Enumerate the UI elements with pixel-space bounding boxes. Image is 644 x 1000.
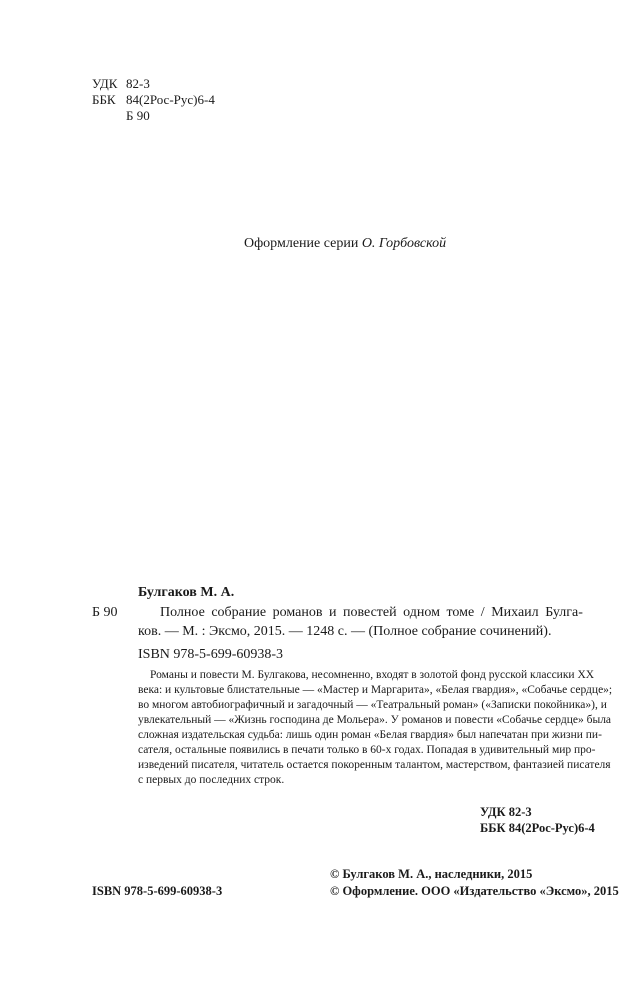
bib-word: одном: [403, 605, 440, 620]
copyright-design: © Оформление. ООО «Издательство «Эксмо», 2015: [330, 884, 619, 898]
bib-title-line: [160, 604, 583, 621]
annotation-line: изведений писателя, читатель остается покоренным талантом, мастерством, фантазией писателя: [138, 759, 611, 771]
bib-word: собрание: [211, 605, 267, 620]
footer-isbn: ISBN 978-5-699-60938-3: [92, 884, 223, 898]
bib-isbn: ISBN 978-5-699-60938-3: [138, 647, 284, 662]
bbk-label: ББК: [92, 92, 116, 107]
annotation-line: века: и культовые блистательные — «Мастер и Маргарита», «Белая гвардия», «Собачье сердце»;: [138, 684, 613, 696]
bib-word: романов: [272, 605, 323, 620]
series-design-prefix: Оформление серии: [244, 236, 362, 251]
annotation-line: увлекательный — «Жизнь господина де Мольера». У романов и повести «Собачье сердце» была: [138, 714, 612, 726]
bib-word: Булга-: [545, 605, 583, 620]
annotation-line: во многом автобиографичный и загадочный — «Театральный роман» («Записки покойника»), и: [138, 699, 607, 711]
bbk-bottom: ББК 84(2Рос-Рус)6-4: [480, 821, 595, 835]
bbk-line: [92, 92, 215, 108]
annotation-line: сателя, остальные появились в печати только в 60-х годах. Попадая в удивительный мир про-: [138, 744, 596, 756]
bbk-value: 84(2Рос-Рус)6-4: [126, 92, 215, 107]
udk-label: УДК: [92, 76, 118, 91]
author-mark-top: Б 90: [126, 108, 150, 123]
bib-word: повестей: [343, 605, 397, 620]
copyright-author: © Булгаков М. А., наследники, 2015: [330, 867, 533, 881]
bib-author: Булгаков М. А.: [138, 585, 235, 600]
udk-line: [92, 76, 150, 92]
series-design-credit: [244, 236, 446, 252]
annotation-line: с первых до последних строк.: [138, 774, 285, 786]
bib-word: Михаил: [491, 605, 539, 620]
bib-word: /: [480, 605, 485, 620]
udk-bottom: УДК 82-3: [480, 805, 532, 819]
series-designer-name: О. Горбовской: [361, 236, 447, 251]
bib-word: Полное: [160, 605, 205, 620]
bib-word: томе: [446, 605, 475, 620]
bib-word: и: [328, 605, 337, 620]
bib-mark: Б 90: [92, 605, 118, 620]
udk-value: 82-3: [126, 76, 150, 91]
annotation-line: сложная издательская судьба: лишь один роман «Белая гвардия» был напечатан при жизни пи-: [138, 729, 602, 741]
annotation-line: Романы и повести М. Булгакова, несомненно, входят в золотой фонд русской классики XX: [150, 669, 595, 681]
bib-imprint-line: ков. — М. : Эксмо, 2015. — 1248 с. — (Полное собрание сочинений).: [138, 624, 552, 639]
